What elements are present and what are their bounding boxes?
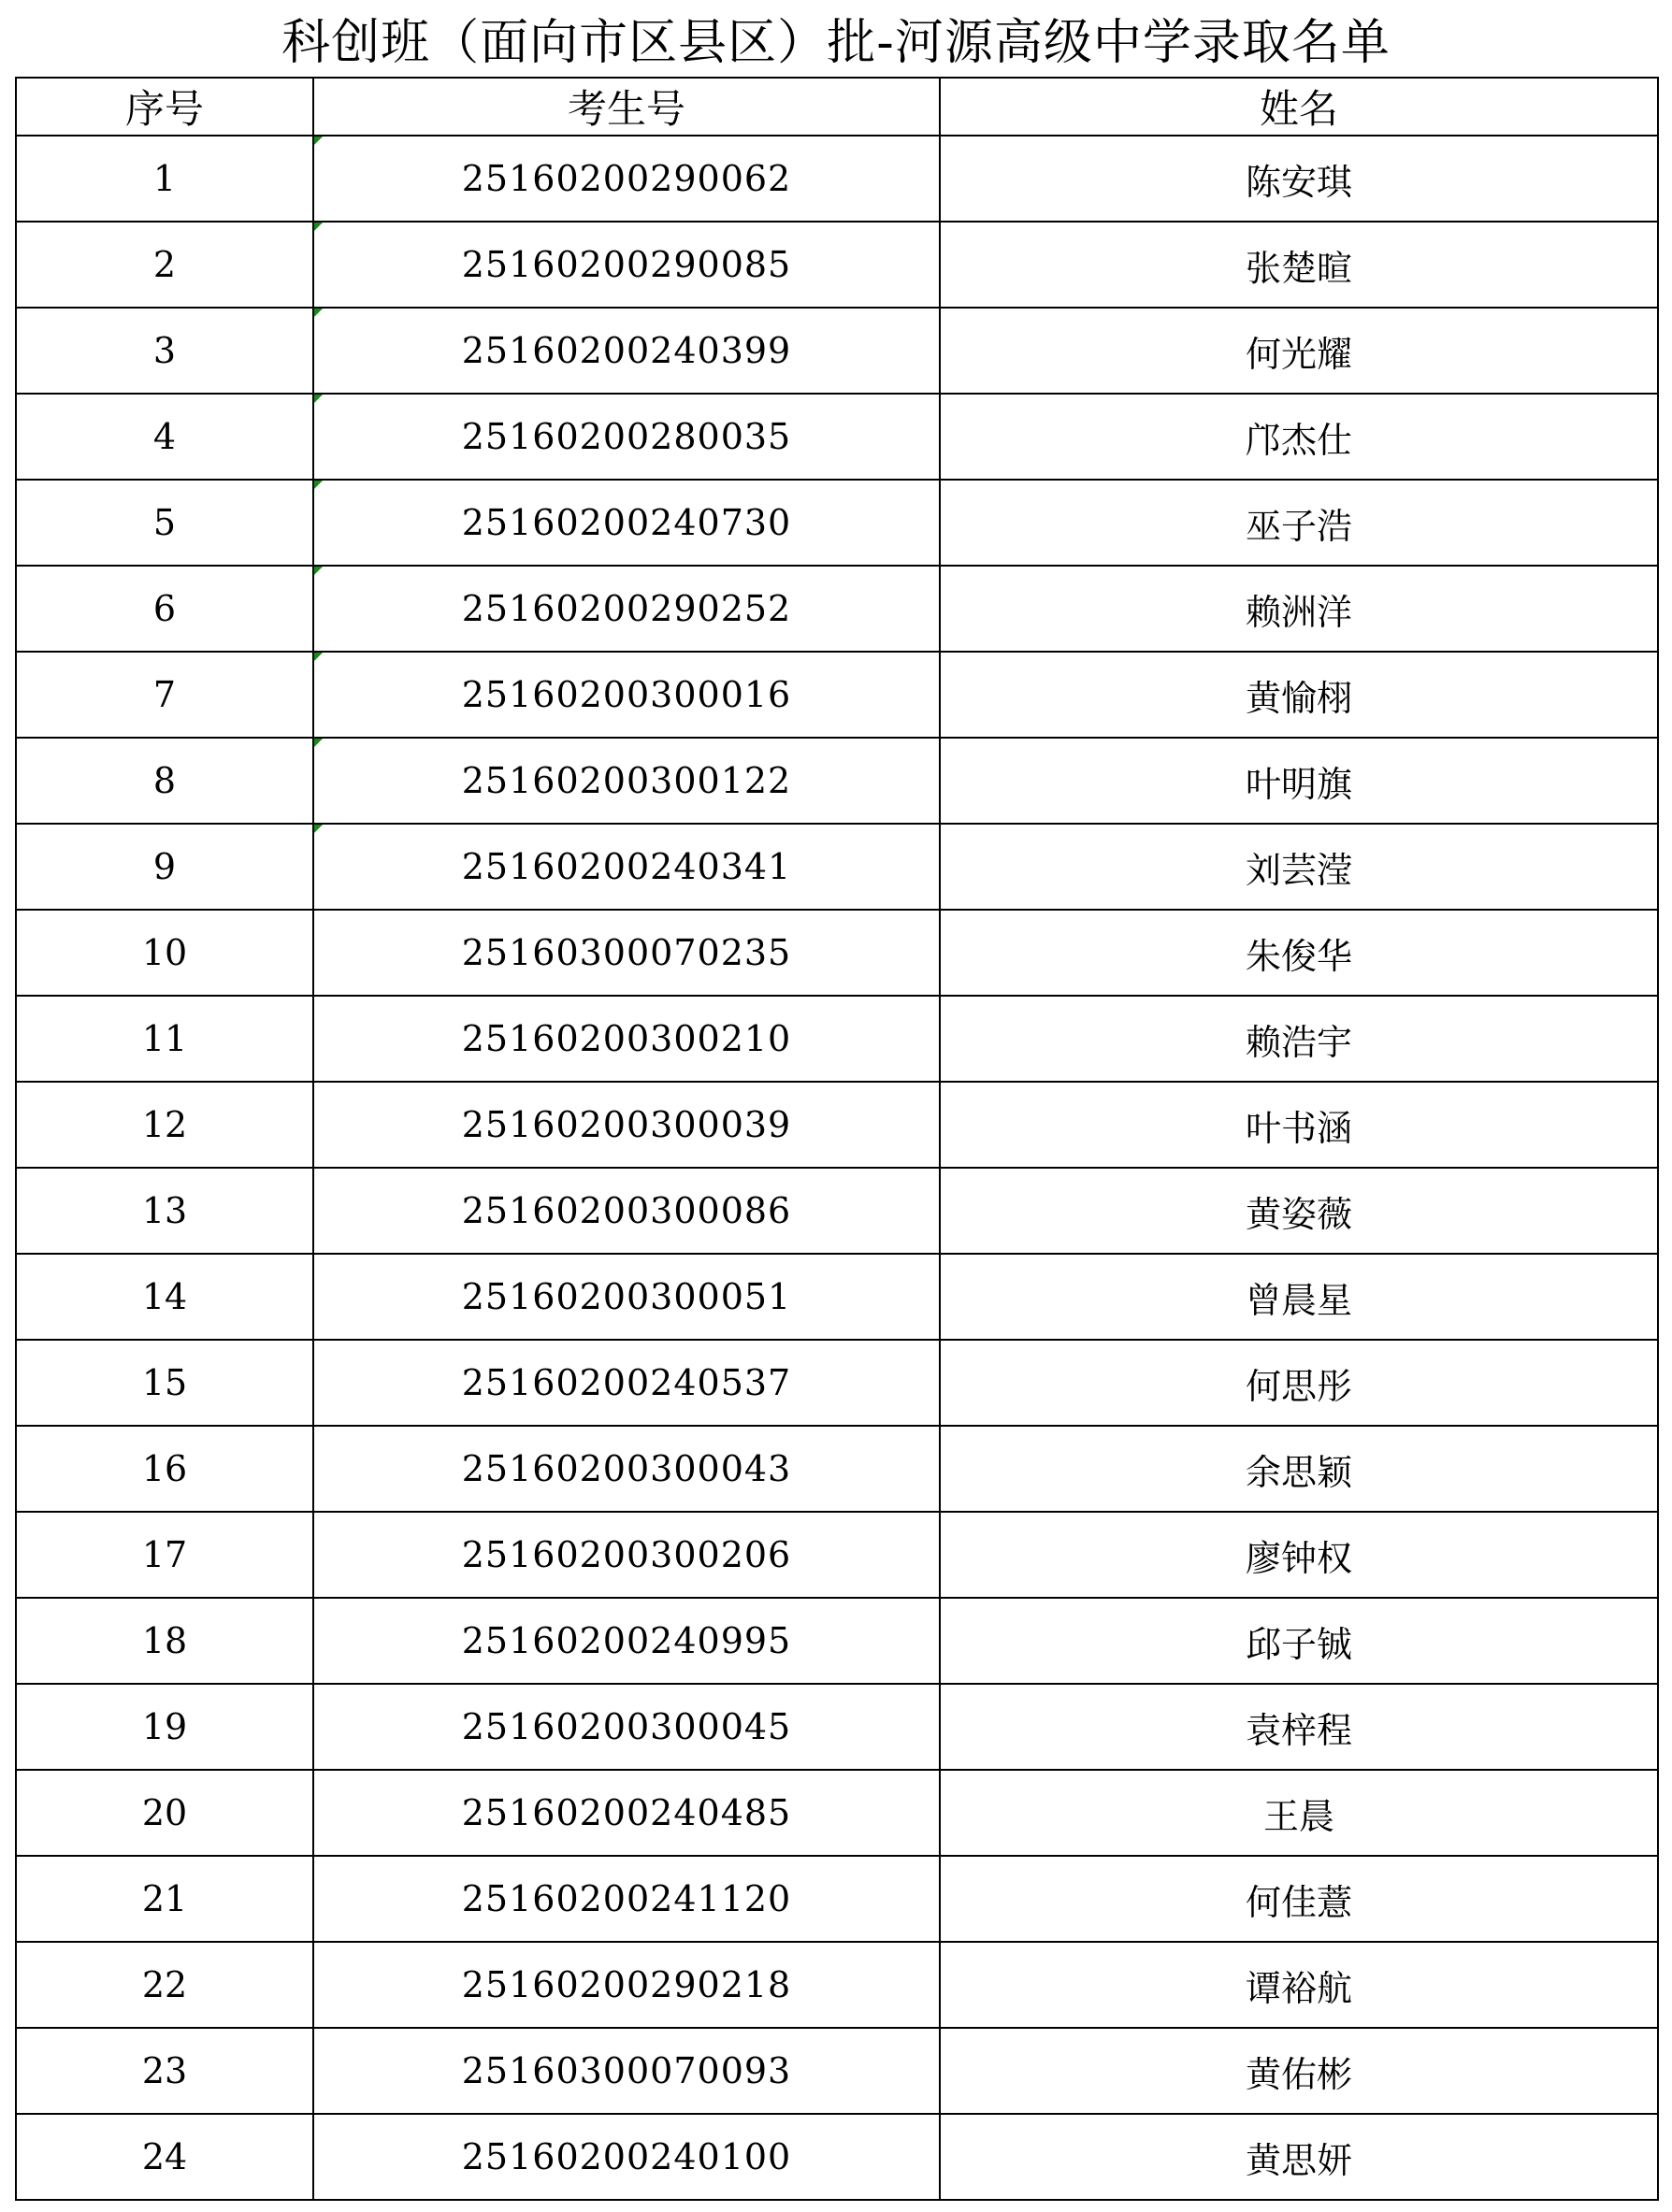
- cell-exam-id: [313, 222, 940, 308]
- exam-id-text: 25160200240485: [461, 1792, 792, 1833]
- table-row: [16, 824, 1658, 910]
- cell-seq: 17: [16, 1512, 313, 1598]
- cell-exam-id: [313, 1426, 940, 1512]
- table-row: [16, 1942, 1658, 2028]
- cell-exam-id: [313, 1082, 940, 1168]
- table-row: [16, 1340, 1658, 1426]
- cell-name: 黄愉栩: [940, 652, 1658, 738]
- exam-id-text: 25160200300016: [461, 674, 792, 715]
- exam-id-text: 25160200300086: [461, 1190, 792, 1231]
- exam-id-text: 25160200290085: [461, 244, 792, 285]
- table-row: [16, 1856, 1658, 1942]
- exam-id-text: 25160200240100: [461, 2136, 792, 2177]
- header-name: 姓名: [940, 78, 1658, 136]
- cell-exam-id: [313, 1340, 940, 1426]
- admission-table: [15, 77, 1659, 2201]
- table-row: [16, 1426, 1658, 1512]
- exam-id-text: 25160200300045: [461, 1706, 792, 1747]
- cell-seq: 12: [16, 1082, 313, 1168]
- cell-marker-icon: [314, 567, 323, 575]
- cell-exam-id: [313, 1168, 940, 1254]
- cell-exam-id: [313, 2114, 940, 2200]
- page-title: 科创班（面向市区县区）批-河源高级中学录取名单: [281, 15, 1391, 71]
- table-row: [16, 1770, 1658, 1856]
- cell-exam-id: [313, 136, 940, 222]
- cell-name: 邝杰仕: [940, 394, 1658, 480]
- exam-id-text: 25160200300206: [461, 1534, 792, 1575]
- exam-id-text: 25160200300043: [461, 1448, 792, 1489]
- cell-name: 张楚暄: [940, 222, 1658, 308]
- cell-marker-icon: [314, 653, 323, 661]
- cell-name: 何佳薏: [940, 1856, 1658, 1942]
- cell-marker-icon: [314, 136, 323, 145]
- cell-marker-icon: [314, 395, 323, 403]
- cell-exam-id: [313, 1856, 940, 1942]
- table-row: [16, 308, 1658, 394]
- cell-name: 叶明旗: [940, 738, 1658, 824]
- cell-name: 叶书涵: [940, 1082, 1658, 1168]
- table-row: [16, 566, 1658, 652]
- cell-seq: 19: [16, 1684, 313, 1770]
- cell-name: 何思彤: [940, 1340, 1658, 1426]
- table-row: [16, 2114, 1658, 2200]
- exam-id-text: 25160200290062: [461, 158, 792, 199]
- cell-marker-icon: [314, 481, 323, 489]
- cell-exam-id: [313, 308, 940, 394]
- cell-exam-id: [313, 1512, 940, 1598]
- cell-marker-icon: [314, 223, 323, 231]
- cell-seq: 21: [16, 1856, 313, 1942]
- cell-marker-icon: [314, 825, 323, 833]
- cell-exam-id: [313, 1770, 940, 1856]
- cell-name: 曾晨星: [940, 1254, 1658, 1340]
- exam-id-text: 25160200240399: [461, 330, 792, 371]
- table-row: [16, 394, 1658, 480]
- cell-seq: 24: [16, 2114, 313, 2200]
- exam-id-text: 25160200240537: [461, 1362, 792, 1403]
- table-row: [16, 1598, 1658, 1684]
- table-row: [16, 1684, 1658, 1770]
- cell-name: 赖洲洋: [940, 566, 1658, 652]
- cell-exam-id: [313, 1684, 940, 1770]
- cell-seq: 11: [16, 996, 313, 1082]
- table-row: [16, 996, 1658, 1082]
- table-row: [16, 1082, 1658, 1168]
- cell-exam-id: [313, 480, 940, 566]
- table-row: [16, 652, 1658, 738]
- table-header: [16, 78, 1658, 136]
- cell-seq: 22: [16, 1942, 313, 2028]
- cell-name: 朱俊华: [940, 910, 1658, 996]
- cell-name: 谭裕航: [940, 1942, 1658, 2028]
- header-seq: 序号: [16, 78, 313, 136]
- cell-seq: 10: [16, 910, 313, 996]
- cell-exam-id: [313, 1942, 940, 2028]
- cell-name: 袁梓程: [940, 1684, 1658, 1770]
- exam-id-text: 25160200241120: [461, 1878, 792, 1919]
- cell-exam-id: [313, 738, 940, 824]
- cell-name: 陈安琪: [940, 136, 1658, 222]
- exam-id-text: 25160200300122: [461, 760, 792, 801]
- exam-id-text: 25160300070235: [461, 932, 792, 973]
- cell-exam-id: [313, 996, 940, 1082]
- exam-id-text: 25160300070093: [461, 2050, 792, 2091]
- cell-name: 邱子铖: [940, 1598, 1658, 1684]
- table-row: [16, 480, 1658, 566]
- cell-name: 何光耀: [940, 308, 1658, 394]
- cell-name: 巫子浩: [940, 480, 1658, 566]
- cell-seq: 23: [16, 2028, 313, 2114]
- table-body: [16, 136, 1658, 2200]
- cell-exam-id: [313, 1598, 940, 1684]
- table-row: [16, 136, 1658, 222]
- cell-marker-icon: [314, 309, 323, 317]
- cell-exam-id: [313, 652, 940, 738]
- exam-id-text: 25160200300039: [461, 1104, 792, 1145]
- cell-name: 赖浩宇: [940, 996, 1658, 1082]
- exam-id-text: 25160200290218: [461, 1964, 792, 2005]
- cell-name: 黄姿薇: [940, 1168, 1658, 1254]
- cell-seq: 9: [16, 824, 313, 910]
- table-row: [16, 910, 1658, 996]
- cell-marker-icon: [314, 739, 323, 747]
- cell-seq: 2: [16, 222, 313, 308]
- table-row: [16, 1254, 1658, 1340]
- table-row: [16, 1512, 1658, 1598]
- cell-exam-id: [313, 394, 940, 480]
- cell-name: 黄思妍: [940, 2114, 1658, 2200]
- exam-id-text: 25160200240341: [461, 846, 792, 887]
- exam-id-text: 25160200240995: [461, 1620, 792, 1661]
- cell-name: 余思颖: [940, 1426, 1658, 1512]
- cell-seq: 4: [16, 394, 313, 480]
- cell-name: 黄佑彬: [940, 2028, 1658, 2114]
- cell-seq: 20: [16, 1770, 313, 1856]
- cell-seq: 7: [16, 652, 313, 738]
- cell-seq: 13: [16, 1168, 313, 1254]
- cell-seq: 8: [16, 738, 313, 824]
- cell-name: 廖钟权: [940, 1512, 1658, 1598]
- cell-name: 王晨: [940, 1770, 1658, 1856]
- header-row: [16, 78, 1658, 136]
- cell-seq: 6: [16, 566, 313, 652]
- cell-exam-id: [313, 2028, 940, 2114]
- exam-id-text: 25160200300210: [461, 1018, 792, 1059]
- exam-id-text: 25160200300051: [461, 1276, 792, 1317]
- cell-seq: 15: [16, 1340, 313, 1426]
- cell-exam-id: [313, 824, 940, 910]
- table-row: [16, 2028, 1658, 2114]
- exam-id-text: 25160200280035: [461, 416, 792, 457]
- exam-id-text: 25160200240730: [461, 502, 792, 543]
- cell-seq: 1: [16, 136, 313, 222]
- cell-exam-id: [313, 566, 940, 652]
- cell-seq: 18: [16, 1598, 313, 1684]
- header-exam-id: 考生号: [313, 78, 940, 136]
- cell-name: 刘芸滢: [940, 824, 1658, 910]
- cell-exam-id: [313, 910, 940, 996]
- cell-exam-id: [313, 1254, 940, 1340]
- cell-seq: 16: [16, 1426, 313, 1512]
- table-row: [16, 738, 1658, 824]
- cell-seq: 5: [16, 480, 313, 566]
- cell-seq: 3: [16, 308, 313, 394]
- exam-id-text: 25160200290252: [461, 588, 792, 629]
- table-row: [16, 1168, 1658, 1254]
- table-row: [16, 222, 1658, 308]
- cell-seq: 14: [16, 1254, 313, 1340]
